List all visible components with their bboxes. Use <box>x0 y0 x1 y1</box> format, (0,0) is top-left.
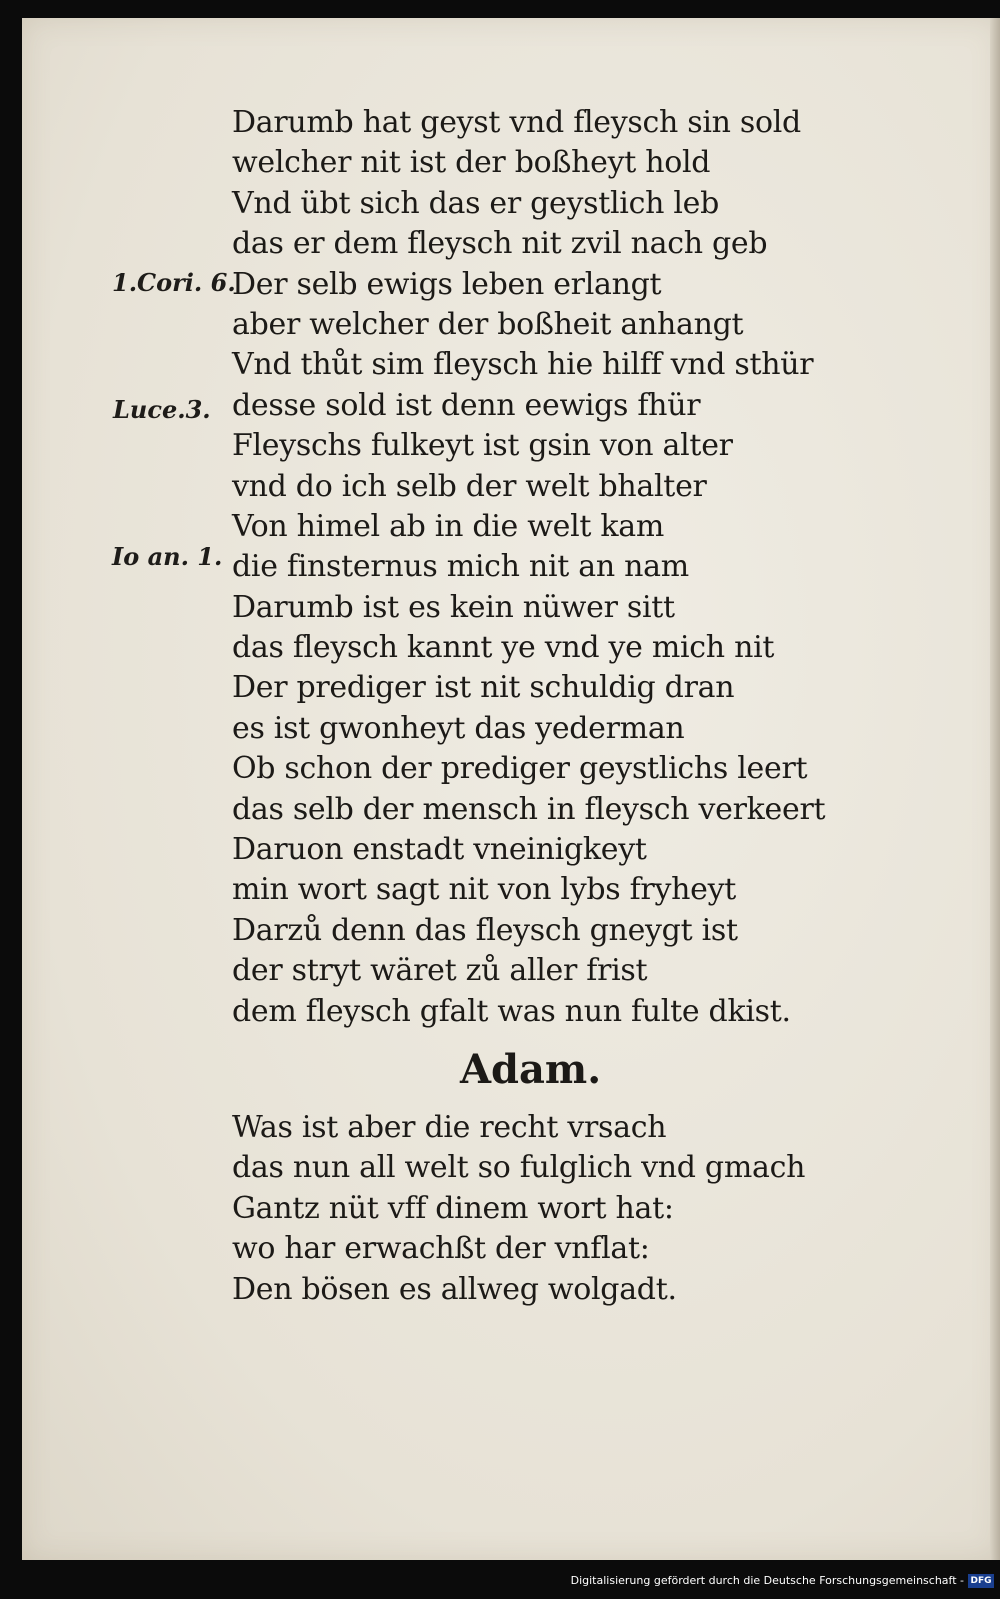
verse-line: Darzů denn das fleysch gneygt ist <box>232 912 738 948</box>
verse-line: Vnd thůt sim fleysch hie hilff vnd sthür <box>232 347 814 383</box>
verse-line: wo har erwachßt der vnflat: <box>232 1231 650 1267</box>
verse-line: es ist gwonheyt das yederman <box>232 710 685 746</box>
verse-line: Vnd übt sich das er geystlich leb <box>232 185 720 221</box>
verse-line: Was ist aber die recht vrsach <box>232 1110 667 1145</box>
verse-line: Den bösen es allweg wolgadt. <box>232 1271 677 1307</box>
verse-line: Darumb hat geyst vnd fleysch sin sold <box>232 105 801 140</box>
verse-line: Ob schon der prediger geystlichs leert <box>232 751 808 787</box>
dfg-logo: DFG <box>968 1574 994 1588</box>
verse-line: Der selb ewigs leben erlangt <box>232 266 662 302</box>
verse-line: Von himel ab in die welt kam <box>232 508 664 544</box>
verse-block-2 <box>232 1108 805 1310</box>
margin-gloss-john: Io an. 1. <box>112 542 223 571</box>
verse-line: Darumb ist es kein nüwer sitt <box>232 589 675 625</box>
digitization-credit: Digitalisierung gefördert durch die Deutsche Forschungsgemeinschaft - <box>570 1574 964 1587</box>
speaker-heading: Adam. <box>460 1046 602 1093</box>
verse-line: welcher nit ist der boßheyt hold <box>232 145 711 181</box>
verse-block-1 <box>232 103 825 1032</box>
verse-line: desse sold ist denn eewigs fhür <box>232 387 701 423</box>
verse-line: das nun all welt so fulglich vnd gmach <box>232 1150 806 1186</box>
margin-gloss-corinthians: 1.Cori. 6. <box>112 268 236 297</box>
verse-line: das er dem fleysch nit zvil nach geb <box>232 226 768 262</box>
verse-line: das fleysch kannt ye vnd ye mich nit <box>232 630 775 666</box>
verse-line: die finsternus mich nit an nam <box>232 549 689 585</box>
verse-line: Gantz nüt vff dinem wort hat: <box>232 1190 674 1226</box>
verse-line: Fleyschs fulkeyt ist gsin von alter <box>232 428 733 464</box>
verse-line: min wort sagt nit von lybs fryheyt <box>232 872 736 908</box>
page-edge <box>990 18 1000 1560</box>
margin-gloss-luke: Luce.3. <box>113 395 211 424</box>
verse-line: vnd do ich selb der welt bhalter <box>232 468 707 504</box>
verse-line: dem fleysch gfalt was nun fulte dkist. <box>232 993 791 1029</box>
verse-line: Daruon enstadt vneinigkeyt <box>232 832 647 868</box>
verse-line: aber welcher der boßheit anhangt <box>232 306 744 342</box>
verse-line: Der prediger ist nit schuldig dran <box>232 670 735 706</box>
verse-line: der stryt wäret zů aller frist <box>232 953 648 989</box>
verse-line: das selb der mensch in fleysch verkeert <box>232 791 826 827</box>
